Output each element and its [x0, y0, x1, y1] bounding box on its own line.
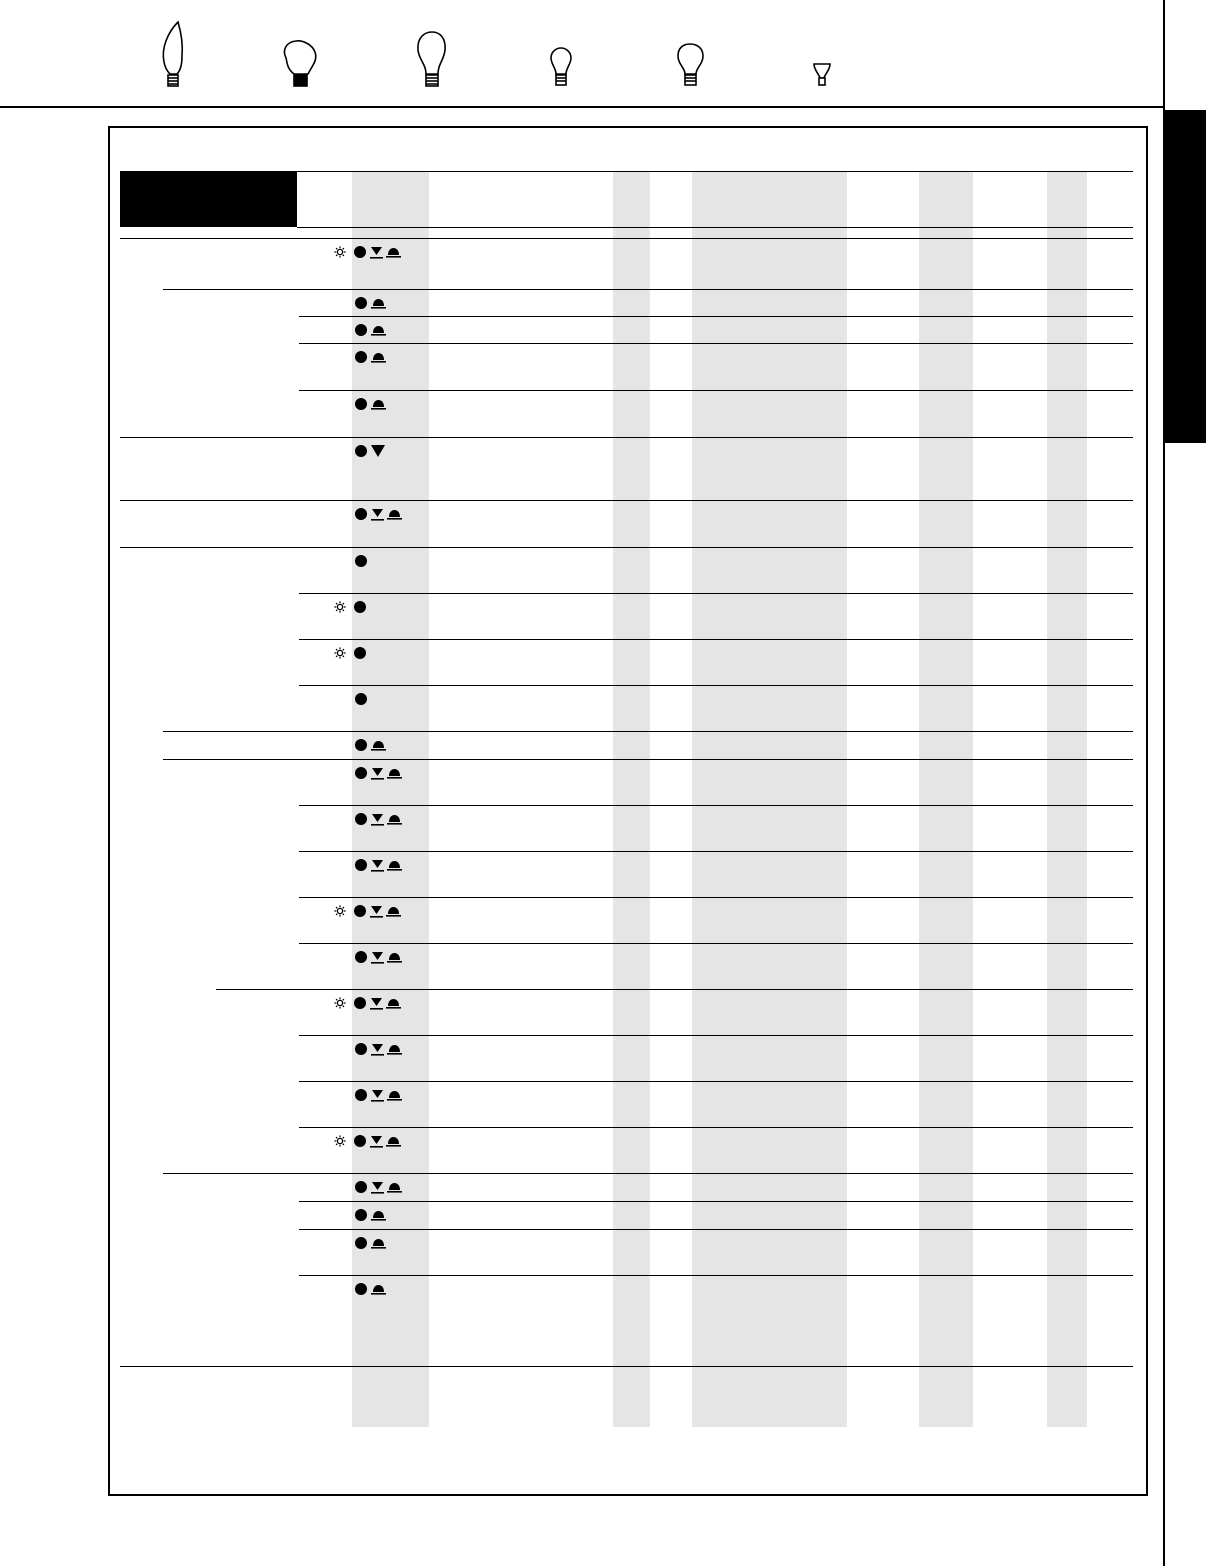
table-row: [354, 295, 386, 311]
row-rule: [299, 390, 1133, 391]
dome-icon: [387, 859, 402, 871]
filled-circle-icon: [353, 646, 367, 660]
dome-icon: [387, 813, 402, 825]
row-rule: [299, 897, 1133, 898]
dome-icon: [371, 324, 386, 336]
header-top-rule: [120, 171, 1133, 172]
underlined-triangle-icon: [370, 997, 383, 1010]
underlined-triangle-icon: [371, 859, 384, 872]
table-bottom-rule: [120, 1366, 1133, 1367]
row-rule: [163, 1173, 1133, 1174]
dome-icon: [387, 1089, 402, 1101]
table-row: [334, 645, 367, 661]
table-row: [354, 811, 402, 827]
dome-icon: [386, 997, 401, 1009]
row-rule: [299, 1127, 1133, 1128]
underlined-triangle-icon: [371, 1043, 384, 1056]
table-row: [354, 1179, 402, 1195]
filled-circle-icon: [354, 692, 368, 706]
underlined-triangle-icon: [371, 813, 384, 826]
sun-icon: [334, 246, 346, 258]
underlined-triangle-icon: [371, 1089, 384, 1102]
side-tab: [1163, 110, 1206, 443]
filled-circle-icon: [354, 1088, 368, 1102]
shaded-column: [919, 171, 973, 1427]
filled-circle-icon: [354, 350, 368, 364]
underlined-triangle-icon: [370, 246, 383, 259]
table-row: [334, 903, 401, 919]
row-rule: [299, 851, 1133, 852]
row-rule: [299, 593, 1133, 594]
filled-circle-icon: [354, 738, 368, 752]
table-row: [354, 553, 368, 569]
row-rule: [299, 316, 1133, 317]
sun-icon: [334, 1135, 346, 1147]
underlined-triangle-icon: [371, 951, 384, 964]
row-rule: [163, 731, 1133, 732]
table-row: [354, 506, 402, 522]
dome-icon: [387, 951, 402, 963]
table-row: [354, 857, 402, 873]
filled-circle-icon: [354, 950, 368, 964]
filled-circle-icon: [354, 507, 368, 521]
header-bottom-rule: [297, 227, 1133, 228]
filled-circle-icon: [354, 1042, 368, 1056]
filled-circle-icon: [354, 554, 368, 568]
table-frame: [108, 126, 1148, 1496]
filled-circle-icon: [354, 296, 368, 310]
underlined-triangle-icon: [371, 1181, 384, 1194]
dome-icon: [387, 1043, 402, 1055]
table-row: [354, 1041, 402, 1057]
triangle-icon: [371, 444, 385, 458]
table-row: [354, 322, 386, 338]
medium-a-bulb-icon: [678, 44, 703, 85]
filled-circle-icon: [354, 858, 368, 872]
dome-icon: [371, 351, 386, 363]
filled-circle-icon: [354, 323, 368, 337]
globe-bulb-icon: [284, 41, 315, 86]
dome-icon: [386, 1135, 401, 1147]
table-row: [354, 765, 402, 781]
row-rule: [299, 1081, 1133, 1082]
mini-reflector-bulb-icon: [814, 64, 830, 85]
small-a-bulb-icon: [551, 48, 571, 85]
row-rule: [299, 1035, 1133, 1036]
filled-circle-icon: [353, 904, 367, 918]
shaded-column: [613, 171, 650, 1427]
filled-circle-icon: [354, 1208, 368, 1222]
row-rule: [299, 639, 1133, 640]
table-row: [354, 1281, 386, 1297]
filled-circle-icon: [353, 600, 367, 614]
underlined-triangle-icon: [370, 1135, 383, 1148]
dome-icon: [387, 1181, 402, 1193]
sun-icon: [334, 647, 346, 659]
filled-circle-icon: [354, 812, 368, 826]
row-rule: [299, 1201, 1133, 1202]
dome-icon: [371, 398, 386, 410]
filled-circle-icon: [353, 245, 367, 259]
row-rule: [299, 343, 1133, 344]
filled-circle-icon: [353, 1134, 367, 1148]
filled-circle-icon: [354, 766, 368, 780]
bulb-strip: [0, 0, 1206, 108]
dome-icon: [386, 905, 401, 917]
sun-icon: [334, 905, 346, 917]
underlined-triangle-icon: [370, 905, 383, 918]
table-row: [354, 949, 402, 965]
dome-icon: [371, 1283, 386, 1295]
table-row: [334, 1133, 401, 1149]
table-row: [334, 244, 401, 260]
row-rule: [299, 805, 1133, 806]
filled-circle-icon: [354, 397, 368, 411]
table-row: [354, 1087, 402, 1103]
dome-icon: [387, 508, 402, 520]
row-rule: [216, 989, 1133, 990]
sun-icon: [334, 601, 346, 613]
table-row: [354, 737, 386, 753]
table-row: [354, 1235, 386, 1251]
candle-bulb-icon: [163, 22, 182, 86]
sun-icon: [334, 997, 346, 1009]
dome-icon: [387, 767, 402, 779]
row-rule: [120, 437, 1133, 438]
row-rule: [299, 1275, 1133, 1276]
dome-icon: [386, 246, 401, 258]
filled-circle-icon: [354, 1180, 368, 1194]
table-row: [354, 349, 386, 365]
dome-icon: [371, 1237, 386, 1249]
table-row: [354, 396, 386, 412]
underlined-triangle-icon: [371, 508, 384, 521]
row-rule: [120, 547, 1133, 548]
top-rule: [0, 106, 1163, 108]
filled-circle-icon: [354, 1282, 368, 1296]
filled-circle-icon: [354, 1236, 368, 1250]
large-a-bulb-icon: [418, 32, 445, 86]
table-row: [354, 691, 368, 707]
table-row: [334, 995, 401, 1011]
underlined-triangle-icon: [371, 767, 384, 780]
row-rule: [163, 759, 1133, 760]
table-row: [354, 1207, 386, 1223]
row-rule: [120, 500, 1133, 501]
row-rule: [163, 289, 1133, 290]
shaded-column: [1047, 171, 1087, 1427]
filled-circle-icon: [353, 996, 367, 1010]
header-block: [120, 172, 297, 227]
row-rule: [299, 1229, 1133, 1230]
body-top-rule: [120, 238, 1133, 239]
dome-icon: [371, 297, 386, 309]
dome-icon: [371, 739, 386, 751]
table-row: [354, 443, 385, 459]
row-rule: [299, 685, 1133, 686]
dome-icon: [371, 1209, 386, 1221]
row-rule: [299, 943, 1133, 944]
table-row: [334, 599, 367, 615]
shaded-column: [692, 171, 847, 1427]
filled-circle-icon: [354, 444, 368, 458]
